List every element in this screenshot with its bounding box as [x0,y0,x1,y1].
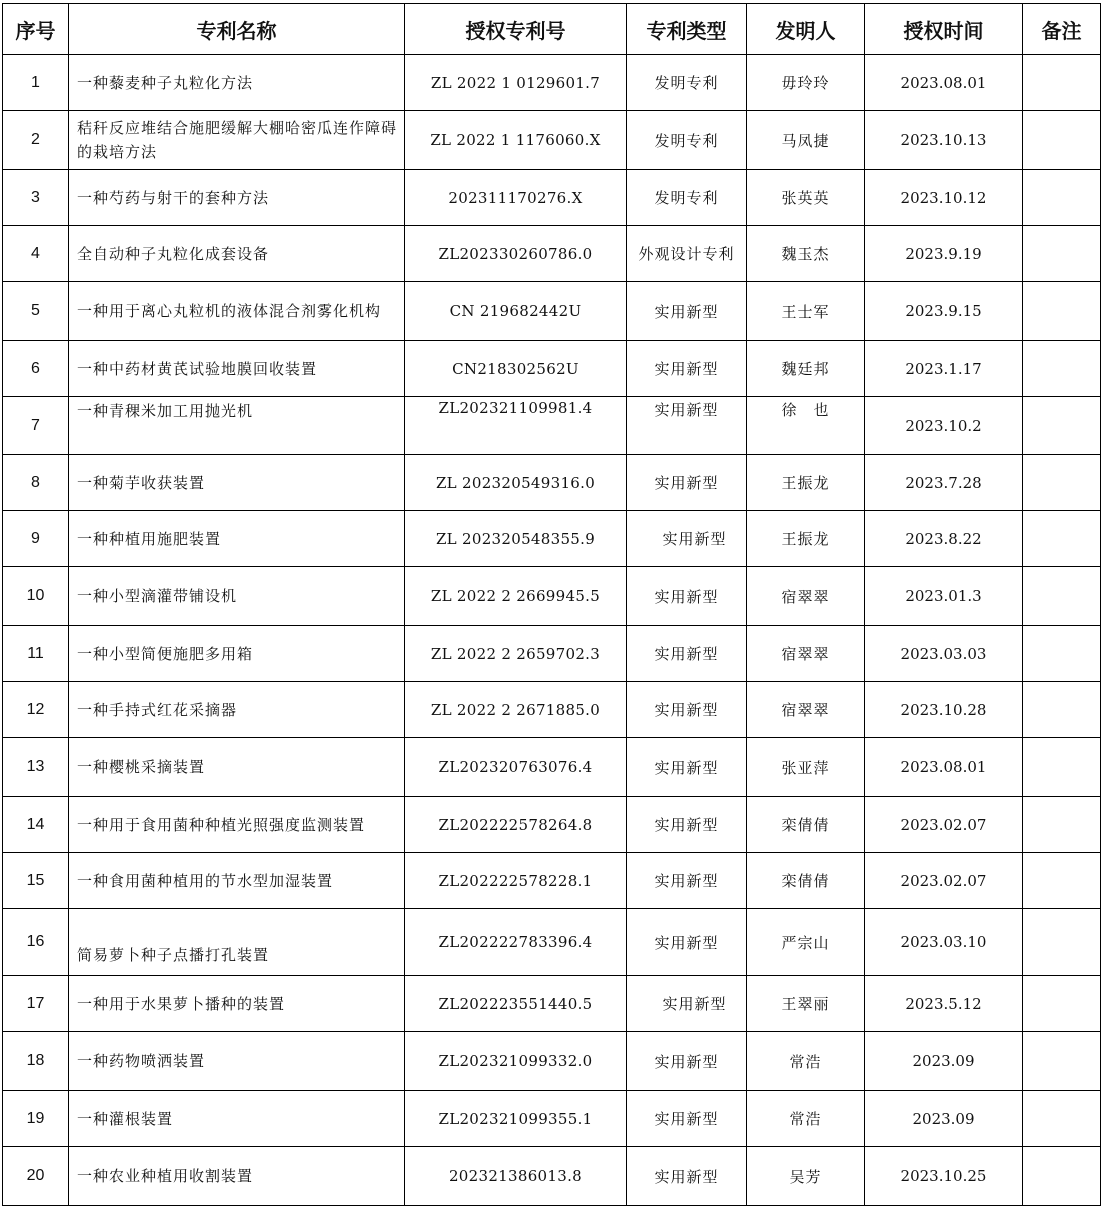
cell-patent-name: 一种藜麦种子丸粒化方法 [69,55,405,111]
cell-grant-date: 2023.02.07 [865,797,1023,853]
cell-patent-number: ZL202321099355.1 [405,1091,627,1147]
cell-index: 18 [3,1032,69,1091]
cell-inventor: 王振龙 [747,455,865,511]
cell-index: 6 [3,341,69,397]
cell-grant-date: 2023.8.22 [865,511,1023,567]
table-row [3,282,1101,341]
cell-grant-date: 2023.9.19 [865,226,1023,282]
table-row [3,455,1101,511]
cell-patent-type: 实用新型 [627,341,747,397]
cell-remarks [1023,111,1101,170]
cell-patent-name: 一种青稞米加工用抛光机 [69,397,405,455]
cell-remarks [1023,341,1101,397]
cell-grant-date: 2023.10.28 [865,682,1023,738]
cell-remarks [1023,797,1101,853]
table-row [3,976,1101,1032]
cell-patent-number: ZL 2022 1 1176060.X [405,111,627,170]
cell-patent-type: 实用新型 [627,567,747,626]
cell-remarks [1023,55,1101,111]
cell-grant-date: 2023.10.2 [865,397,1023,455]
cell-remarks [1023,397,1101,455]
cell-grant-date: 2023.09 [865,1032,1023,1091]
cell-remarks [1023,282,1101,341]
cell-index: 20 [3,1147,69,1206]
cell-inventor: 张亚萍 [747,738,865,797]
cell-patent-name: 一种用于离心丸粒机的液体混合剂雾化机构 [69,282,405,341]
cell-patent-type: 实用新型 [627,853,747,909]
cell-grant-date: 2023.09 [865,1091,1023,1147]
cell-inventor: 毋玲玲 [747,55,865,111]
cell-remarks [1023,738,1101,797]
cell-inventor: 马凤捷 [747,111,865,170]
patent-table [2,3,1101,1206]
cell-remarks [1023,853,1101,909]
cell-index: 4 [3,226,69,282]
cell-patent-name: 一种小型简便施肥多用箱 [69,626,405,682]
table-row [3,511,1101,567]
cell-grant-date: 2023.08.01 [865,738,1023,797]
table-row [3,55,1101,111]
header-remarks: 备注 [1023,4,1101,55]
header-patent-type: 专利类型 [627,4,747,55]
cell-inventor: 宿翠翠 [747,567,865,626]
cell-grant-date: 2023.01.3 [865,567,1023,626]
table-row [3,682,1101,738]
cell-index: 13 [3,738,69,797]
table-body [3,55,1101,1206]
cell-index: 2 [3,111,69,170]
cell-grant-date: 2023.1.17 [865,341,1023,397]
cell-patent-name: 一种食用菌种植用的节水型加湿装置 [69,853,405,909]
cell-patent-name: 一种灌根装置 [69,1091,405,1147]
cell-remarks [1023,1032,1101,1091]
cell-patent-name: 一种农业种植用收割装置 [69,1147,405,1206]
cell-index: 14 [3,797,69,853]
cell-remarks [1023,1147,1101,1206]
cell-index: 12 [3,682,69,738]
cell-inventor: 栾倩倩 [747,797,865,853]
table-row [3,1147,1101,1206]
cell-patent-name: 一种药物喷洒装置 [69,1032,405,1091]
cell-inventor: 魏玉杰 [747,226,865,282]
cell-index: 5 [3,282,69,341]
cell-grant-date: 2023.5.12 [865,976,1023,1032]
cell-index: 3 [3,170,69,226]
cell-patent-type: 发明专利 [627,55,747,111]
cell-patent-type: 发明专利 [627,111,747,170]
cell-patent-type [627,976,747,1032]
cell-patent-type: 发明专利 [627,170,747,226]
cell-patent-number: ZL202320763076.4 [405,738,627,797]
cell-grant-date: 2023.9.15 [865,282,1023,341]
cell-patent-type: 实用新型 [627,682,747,738]
table-row [3,738,1101,797]
cell-patent-type: 实用新型 [627,1091,747,1147]
cell-patent-number: ZL202223551440.5 [405,976,627,1032]
cell-remarks [1023,567,1101,626]
cell-inventor: 徐 也 [747,397,865,455]
table-row [3,567,1101,626]
cell-remarks [1023,626,1101,682]
cell-patent-number: ZL202222578264.8 [405,797,627,853]
cell-index: 8 [3,455,69,511]
cell-index: 15 [3,853,69,909]
cell-patent-number: ZL202222578228.1 [405,853,627,909]
cell-patent-number: ZL202321109981.4 [405,397,627,455]
table-header [3,4,1101,55]
table-row [3,909,1101,976]
table-row [3,853,1101,909]
cell-grant-date: 2023.03.10 [865,909,1023,976]
cell-patent-type: 实用新型 [627,455,747,511]
cell-patent-type: 实用新型 [627,626,747,682]
cell-index: 9 [3,511,69,567]
cell-grant-date: 2023.08.01 [865,55,1023,111]
cell-inventor: 魏廷邦 [747,341,865,397]
cell-patent-type [627,511,747,567]
cell-index: 10 [3,567,69,626]
cell-patent-number: ZL 2022 2 2659702.3 [405,626,627,682]
patent-type-text: 实用新型 [662,995,727,1013]
cell-patent-name: 一种用于水果萝卜播种的装置 [69,976,405,1032]
table-row [3,111,1101,170]
cell-remarks [1023,909,1101,976]
cell-patent-type: 外观设计专利 [627,226,747,282]
cell-patent-name: 一种手持式红花采摘器 [69,682,405,738]
cell-index: 17 [3,976,69,1032]
cell-patent-name: 一种种植用施肥装置 [69,511,405,567]
cell-patent-number: ZL 202320549316.0 [405,455,627,511]
cell-inventor: 宿翠翠 [747,682,865,738]
table-row [3,1091,1101,1147]
cell-patent-number: CN218302562U [405,341,627,397]
cell-patent-type: 实用新型 [627,797,747,853]
cell-inventor: 王翠丽 [747,976,865,1032]
cell-grant-date: 2023.02.07 [865,853,1023,909]
cell-patent-name: 一种中药材黄芪试验地膜回收装置 [69,341,405,397]
cell-grant-date: 2023.7.28 [865,455,1023,511]
cell-inventor: 严宗山 [747,909,865,976]
cell-patent-number: ZL 2022 2 2671885.0 [405,682,627,738]
cell-patent-number: 202311170276.X [405,170,627,226]
cell-index: 11 [3,626,69,682]
table-row [3,341,1101,397]
table-row [3,1032,1101,1091]
cell-patent-name: 一种樱桃采摘装置 [69,738,405,797]
cell-patent-number: ZL202321099332.0 [405,1032,627,1091]
cell-inventor: 王士军 [747,282,865,341]
cell-patent-name: 一种菊芋收获装置 [69,455,405,511]
cell-patent-name: 全自动种子丸粒化成套设备 [69,226,405,282]
cell-grant-date: 2023.10.12 [865,170,1023,226]
cell-remarks [1023,511,1101,567]
cell-patent-name: 简易萝卜种子点播打孔装置 [69,909,405,976]
cell-remarks [1023,455,1101,511]
cell-remarks [1023,1091,1101,1147]
cell-patent-type: 实用新型 [627,738,747,797]
cell-grant-date: 2023.03.03 [865,626,1023,682]
cell-index: 19 [3,1091,69,1147]
cell-inventor: 常浩 [747,1091,865,1147]
header-inventor: 发明人 [747,4,865,55]
cell-patent-type: 实用新型 [627,397,747,455]
header-patent-name: 专利名称 [69,4,405,55]
cell-patent-number: 202321386013.8 [405,1147,627,1206]
cell-patent-name: 一种芍药与射干的套种方法 [69,170,405,226]
header-patent-number: 授权专利号 [405,4,627,55]
cell-patent-name: 秸秆反应堆结合施肥缓解大棚哈密瓜连作障碍的栽培方法 [69,111,405,170]
cell-patent-type: 实用新型 [627,909,747,976]
cell-remarks [1023,976,1101,1032]
table-row [3,226,1101,282]
cell-patent-number: ZL 202320548355.9 [405,511,627,567]
cell-index: 16 [3,909,69,976]
cell-index: 1 [3,55,69,111]
cell-patent-type: 实用新型 [627,1032,747,1091]
cell-patent-name: 一种用于食用菌种种植光照强度监测装置 [69,797,405,853]
table-row [3,170,1101,226]
table-row [3,626,1101,682]
table-row [3,397,1101,455]
cell-patent-number: ZL202222783396.4 [405,909,627,976]
cell-inventor: 栾倩倩 [747,853,865,909]
header-row [3,4,1101,55]
cell-patent-number: CN 219682442U [405,282,627,341]
cell-inventor: 常浩 [747,1032,865,1091]
table-row [3,797,1101,853]
cell-grant-date: 2023.10.25 [865,1147,1023,1206]
header-grant-date: 授权时间 [865,4,1023,55]
cell-patent-type: 实用新型 [627,1147,747,1206]
cell-patent-number: ZL202330260786.0 [405,226,627,282]
cell-inventor: 王振龙 [747,511,865,567]
cell-patent-number: ZL 2022 2 2669945.5 [405,567,627,626]
cell-inventor: 吴芳 [747,1147,865,1206]
cell-grant-date: 2023.10.13 [865,111,1023,170]
cell-patent-name: 一种小型滴灌带铺设机 [69,567,405,626]
header-index: 序号 [3,4,69,55]
cell-remarks [1023,226,1101,282]
cell-patent-type: 实用新型 [627,282,747,341]
cell-remarks [1023,170,1101,226]
cell-inventor: 宿翠翠 [747,626,865,682]
cell-inventor: 张英英 [747,170,865,226]
cell-patent-number: ZL 2022 1 0129601.7 [405,55,627,111]
cell-index: 7 [3,397,69,455]
patent-type-text: 实用新型 [662,530,727,548]
cell-remarks [1023,682,1101,738]
